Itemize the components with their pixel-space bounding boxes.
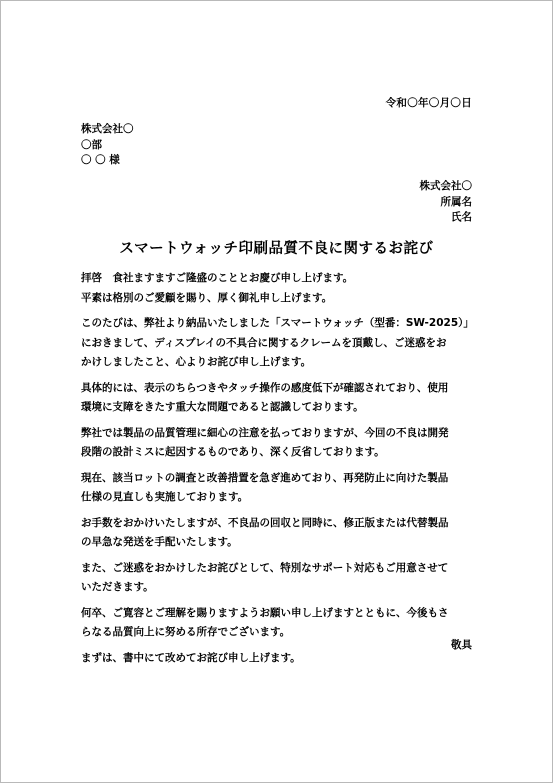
body-paragraph: まずは、書中にて改めてお詫び申し上げます。	[81, 651, 301, 664]
body-paragraph: また、ご迷惑をおかけしたお詫びとして、特別なサポート対応もご用意させて いただきます。	[81, 561, 449, 593]
recipient-block	[81, 122, 134, 169]
body-paragraph: 弊社では製品の品質管理に細心の注意を払っておりますが、今回の不良は開発 段階の設計ミスに起因するものであり、深く反省しております。	[81, 426, 449, 458]
body-paragraph: 具体的には、表示のちらつきやタッチ操作の感度低下が確認されており、使用 環境に支障をきたす重大な問題であると認識しております。	[81, 381, 449, 413]
body-paragraph: このたびは、弊社より納品いたしました「スマートウォッチ（型番：SW-2025）」 におきまして、ディスプレイの不具合に関するクレームを頂戴し、ご迷惑をお かけしましたこと、心よりお詫び申し上げます。	[81, 317, 474, 368]
sender-company: 株式会社〇	[419, 180, 472, 192]
recipient-company: 株式会社〇	[81, 123, 134, 135]
recipient-name: 〇 〇 様	[81, 154, 120, 166]
closing-word: 敬具	[451, 639, 472, 651]
body-paragraph: お手数をおかけいたしますが、不良品の回収と同時に、修正版または代替製品 の早急な発送を手配いたします。	[81, 516, 449, 548]
recipient-department: 〇部	[81, 138, 102, 151]
sender-position: 所属名	[440, 195, 472, 208]
body-paragraph: 現在、該当ロットの調査と改善措置を急ぎ進めており、再発防止に向けた製品 仕様の見直しも実施しております。	[81, 471, 449, 503]
body-paragraph: 何卒、ご寛容とご理解を賜りますようお願い申し上げますとともに、今後もさ らなる品質向上に努める所存でございます。	[81, 606, 449, 638]
letter-date: 令和〇年〇月〇日	[385, 97, 472, 109]
letter-title: スマートウォッチ印刷品質不良に関するお詫び	[119, 241, 434, 257]
letter-body	[81, 269, 481, 674]
sender-name: 氏名	[451, 211, 472, 223]
body-paragraph: 拝啓 食社ますますご隆盛のこととお慶び申し上げます。 平素は格別のご愛顧を賜り、厚く御礼申し上げます。	[81, 272, 354, 304]
sender-block	[420, 179, 473, 226]
